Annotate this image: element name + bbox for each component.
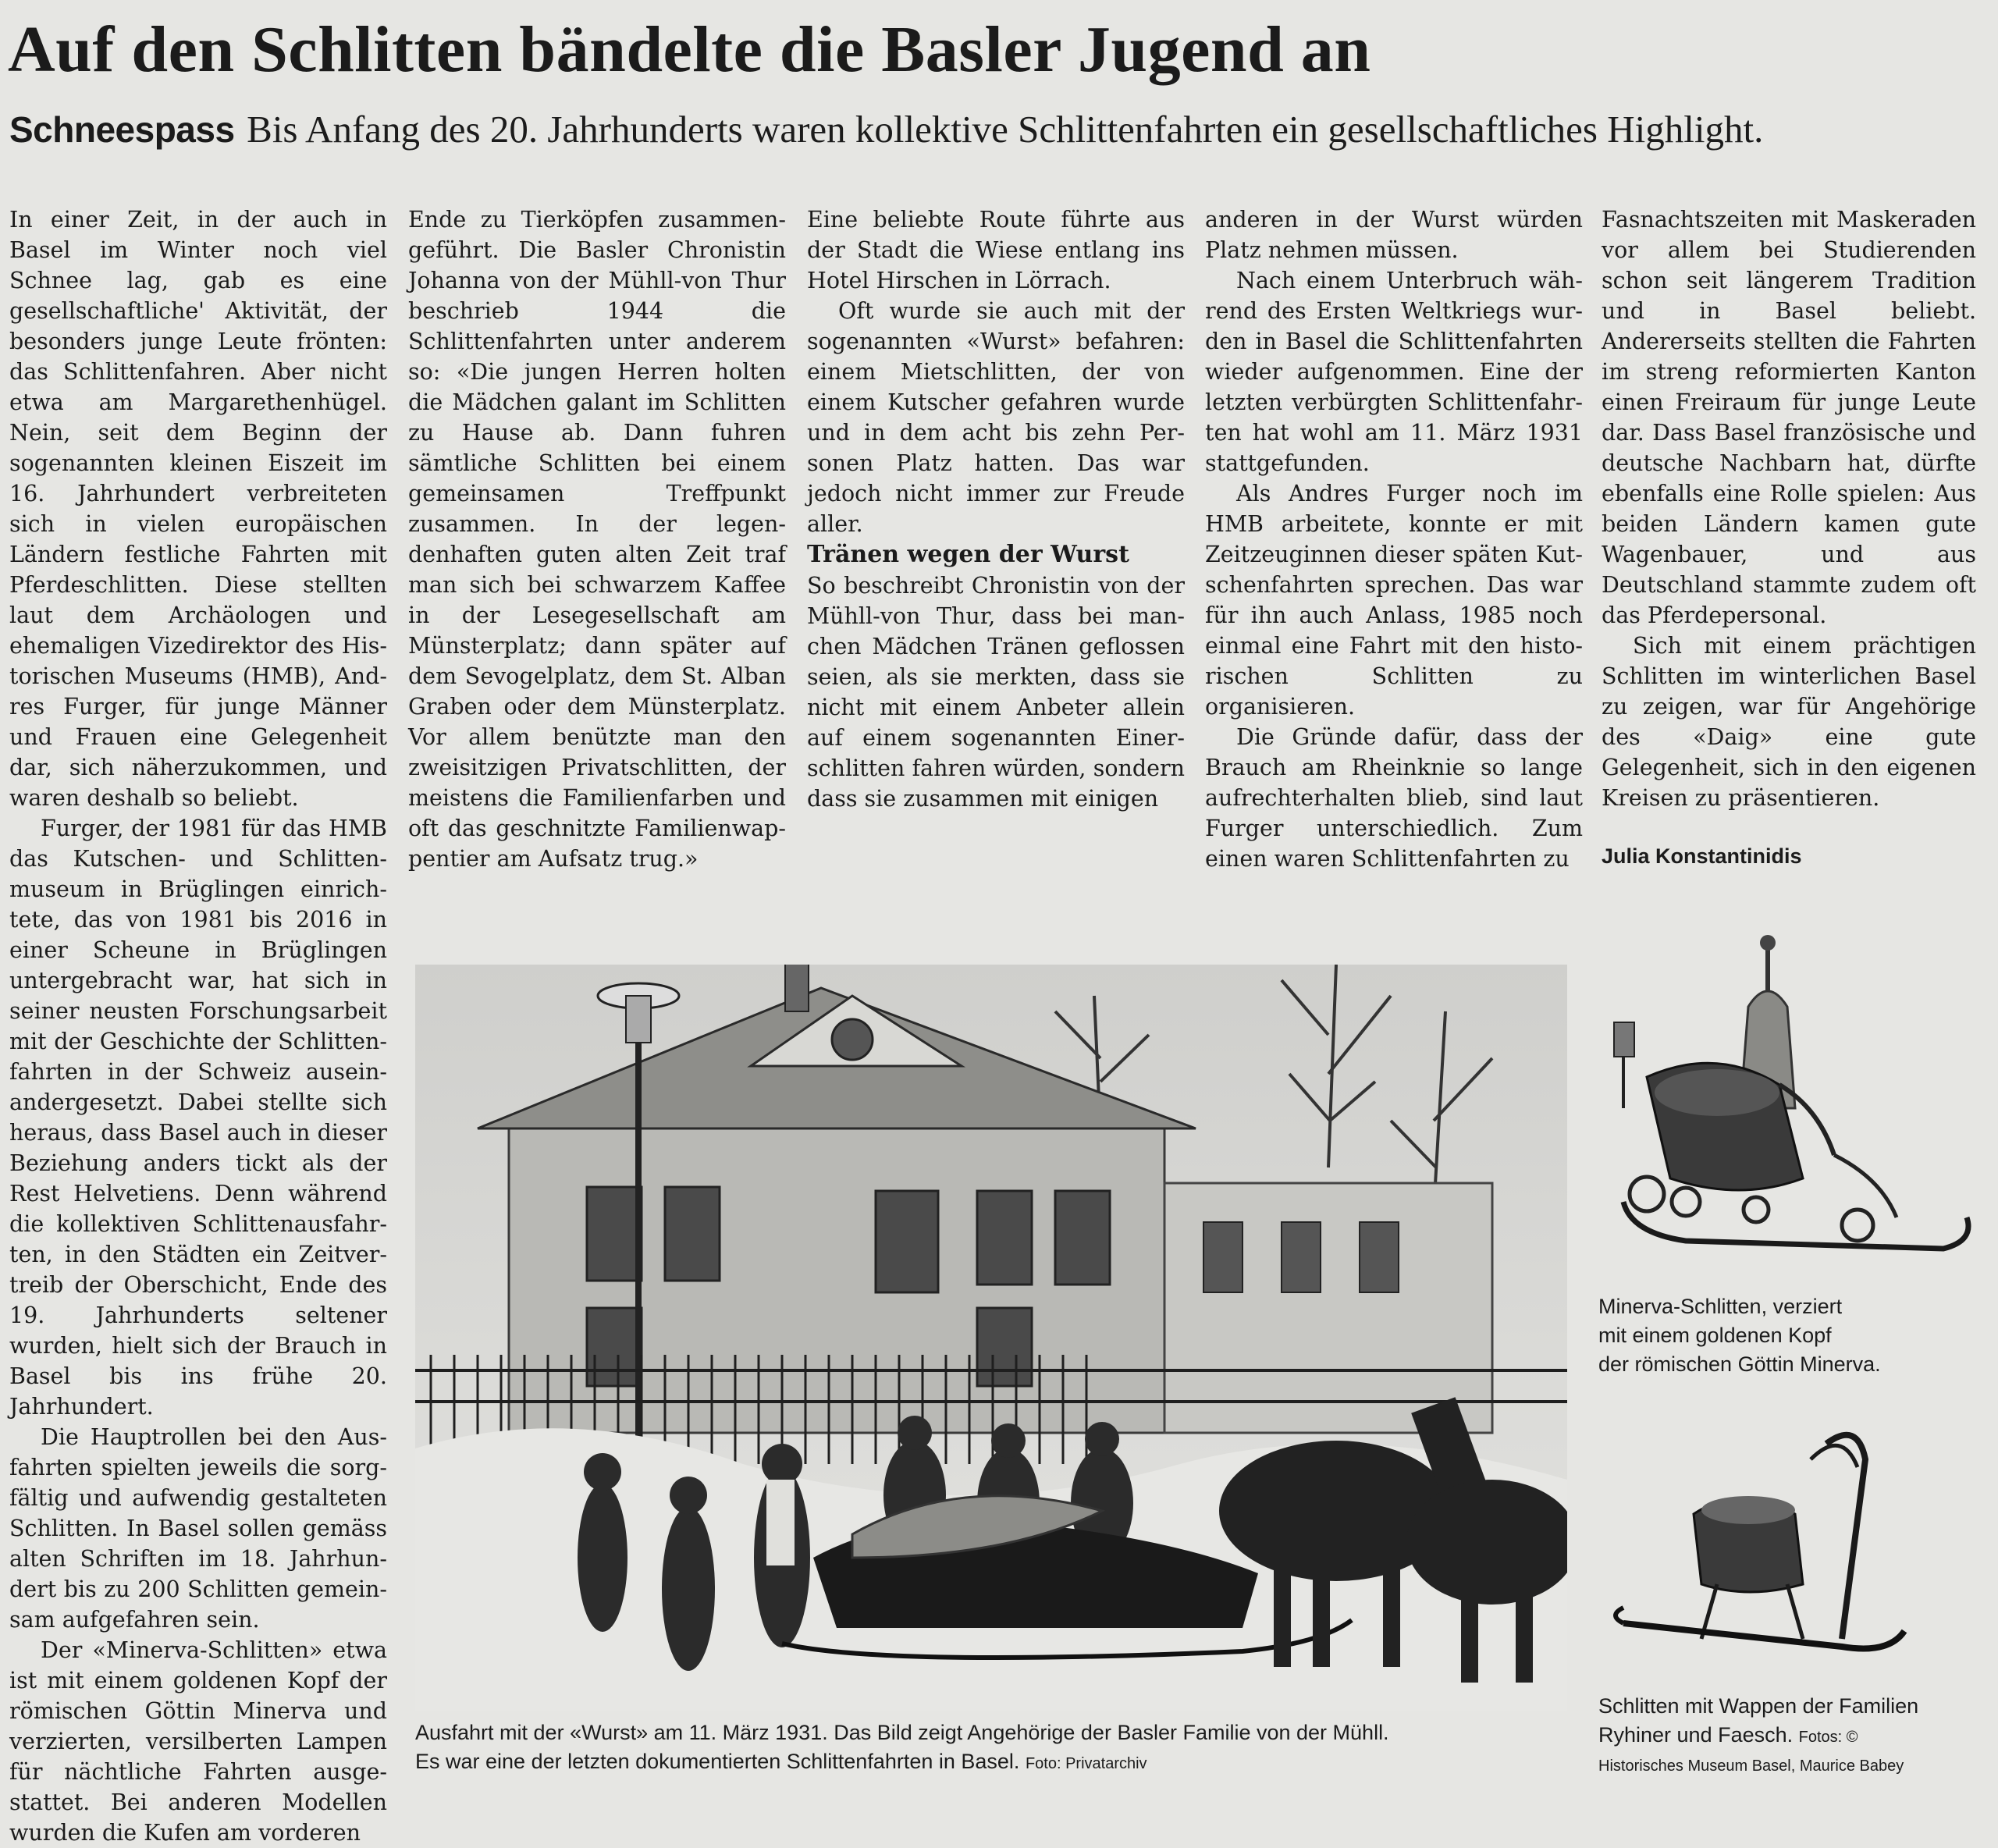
paragraph: Eine beliebte Route führte aus der Stadt die Wiese entlang ins Hotel Hirschen in Lörrach.	[807, 207, 1185, 293]
caption-text: Es war eine der letzten dokumentierten Schlittenfahrten in Basel.	[415, 1750, 1020, 1773]
lede: Bis Anfang des 20. Jahrhunderts waren kollektive Schlittenfahrten ein gesellschaftliches Highlight.	[247, 108, 1764, 151]
paragraph: Sich mit einem prächtigen Schlitten im winterlichen Basel zu zeigen, war für Angehörige des «Daig» eine gute Gelegenheit, sich in den eigenen Kreisen zu präsentieren.	[1602, 633, 1976, 811]
paragraph: Oft wurde sie auch mit der sogenannten «Wurst» befahren: einem Mietschlitten, der von einem Kutscher gefahren wurde und in dem acht bis zehn Personen Platz hatten. Das war jedoch nicht immer zur Freude aller.	[807, 298, 1185, 537]
paragraph: Ende zu Tierköpfen zusammengeführt. Die Basler Chronistin Johanna von der Mühll-von Thur beschrieb 1944 die Schlittenfahrten unter anderem so: «Die jungen Herren holten die Mädchen galant im Schlitten zu Hause ab. Dann fuhren sämtliche Schlitten bei einem gemeinsamen Treffpunkt zusammen. In der legendenhaften guten alten Zeit traf man sich bei schwarzem Kaffee in der Lesegesellschaft am Münsterplatz; dann später auf dem Sevogelplatz, dem St. Alban Graben oder dem Münsterplatz. Vor allem benützte man den zweisitzigen Privatschlitten, der meistens die Familienfarben und oft das geschnitzte Familienwappentier am Aufsatz trug.»	[408, 207, 786, 872]
minerva-caption	[1598, 1292, 1981, 1379]
caption-line: Minerva-Schlitten, verziert	[1598, 1295, 1843, 1318]
photo-credit: Historisches Museum Basel, Maurice Babey	[1598, 1757, 1904, 1775]
photo-credit: Foto: Privatarchiv	[1025, 1755, 1147, 1772]
caption-line: Schlitten mit Wappen der Familien	[1598, 1694, 1919, 1718]
wappen-caption	[1598, 1692, 1989, 1781]
paragraph: So beschreibt Chronistin von der Mühll-von Thur, dass bei manchen Mädchen Tränen geflossen seien, als sie merkten, dass sie nicht mit einem Anbeter allein auf einem sogenannten Einerschlitten fahren würden, sondern dass sie zusammen mit einigen	[807, 573, 1185, 812]
subheading: Tränen wegen der Wurst	[807, 541, 1129, 568]
caption-line: mit einem goldenen Kopf	[1598, 1324, 1832, 1347]
kicker-line	[9, 100, 1992, 159]
main-photo-caption	[415, 1718, 1570, 1779]
paragraph: anderen in der Wurst würden Platz nehmen müssen.	[1205, 207, 1583, 263]
paragraph: In einer Zeit, in der auch in Basel im Winter noch viel Schnee lag, gab es eine gesellschaftliche' Aktivität, der besonders junge Leute frönten: das Schlittenfahren. Aber nicht etwa am Margarethenhügel. Nein, seit dem Beginn der sogenannten kleinen Eiszeit im 16. Jahrhundert verbreiteten sich in vielen europäischen Ländern festliche Fahrten mit Pferdeschlitten. Diese stellten laut dem Archäologen und ehemaligen Vizedirektor des Historischen Museums (HMB), Andres Furger, für junge Männer und Frauen eine Gelegenheit dar, sich näherzukommen, und waren deshalb so beliebt.	[9, 207, 387, 811]
photo-credit: Fotos: ©	[1798, 1729, 1858, 1746]
column-4	[1205, 204, 1583, 874]
paragraph: Die Gründe dafür, dass der Brauch am Rheinknie so lange aufrechterhalten blieb, sind laut Furger unterschiedlich. Zum einen waren Schlittenfahrten zu	[1205, 724, 1583, 872]
wappen-sleigh-photo	[1608, 1428, 1975, 1678]
minerva-sleigh-photo	[1600, 921, 1982, 1288]
headline: Auf den Schlitten bändelte die Basler Jugend an	[8, 13, 1371, 86]
paragraph: Nach einem Unterbruch während des Ersten Weltkriegs wurden in Basel die Schlittenfahrten wieder aufgenommen. Eine der letzten verbürgten Schlittenfahrten hat wohl am 11. März 1931 stattgefunden.	[1205, 268, 1583, 476]
column-3	[807, 204, 1185, 814]
author-byline: Julia Konstantinidis	[1602, 844, 1802, 868]
caption-line: Ausfahrt mit der «Wurst» am 11. März 1931. Das Bild zeigt Angehörige der Basler Familie von der Mühll.	[415, 1721, 1389, 1744]
caption-line	[1598, 1721, 1989, 1752]
column-2	[408, 204, 786, 874]
main-photo	[415, 965, 1567, 1711]
paragraph: Als Andres Furger noch im HMB arbeitete, konnte er mit Zeitzeuginnen dieser späten Kutschenfahrten sprechen. Das war für ihn auch Anlass, 1985 noch einmal eine Fahrt mit den historischen Schlitten zu organisieren.	[1205, 481, 1583, 720]
caption-line: der römischen Göttin Minerva.	[1598, 1352, 1881, 1376]
kicker: Schneespass	[9, 109, 235, 150]
caption-line	[415, 1747, 1570, 1779]
column-5	[1602, 204, 1976, 872]
paragraph: Fasnachtszeiten mit Maskeraden vor allem bei Studierenden schon seit längerem Tradition und in Basel beliebt. Andererseits stellten die Fahrten im streng reformierten Kanton einen Freiraum für junge Leute dar. Dass Basel französische und deutsche Nachbarn hat, dürfte ebenfalls eine Rolle spielen: Aus beiden Ländern kamen gute Wagenbauer, und aus Deutschland stammte zudem oft das Pferdepersonal.	[1602, 207, 1976, 628]
paragraph: Die Hauptrollen bei den Ausfahrten spielten jeweils die sorgfältig und aufwendig gestalteten Schlitten. In Basel sollen gemäss alten Schriften im 18. Jahrhundert bis zu 200 Schlitten gemeinsam aufgefahren sein.	[9, 1424, 387, 1633]
paragraph: Der «Minerva-Schlitten» etwa ist mit einem goldenen Kopf der römischen Göttin Minerva und verzierten, versilberten Lampen für nächtliche Fahrten ausgestattet. Bei anderen Modellen wurden die Kufen am vorderen	[9, 1637, 387, 1846]
column-1	[9, 204, 387, 1848]
paragraph: Furger, der 1981 für das HMB das Kutschen- und Schlittenmuseum in Brüglingen einrichtete, das von 1981 bis 2016 in einer Scheune in Brüglingen untergebracht war, hat sich in seiner neusten Forschungsarbeit mit der Geschichte der Schlittenfahrten in der Schweiz auseinandergesetzt. Dabei stellte sich heraus, dass Basel auch in dieser Beziehung anders tickt als der Rest Helvetiens. Denn während die kollektiven Schlittenausfahrten, in den Städten ein Zeitvertreib der Oberschicht, Ende des 19. Jahrhunderts seltener wurden, hielt sich der Brauch in Basel bis ins frühe 20. Jahrhundert.	[9, 816, 387, 1420]
caption-text: Ryhiner und Faesch.	[1598, 1723, 1794, 1747]
